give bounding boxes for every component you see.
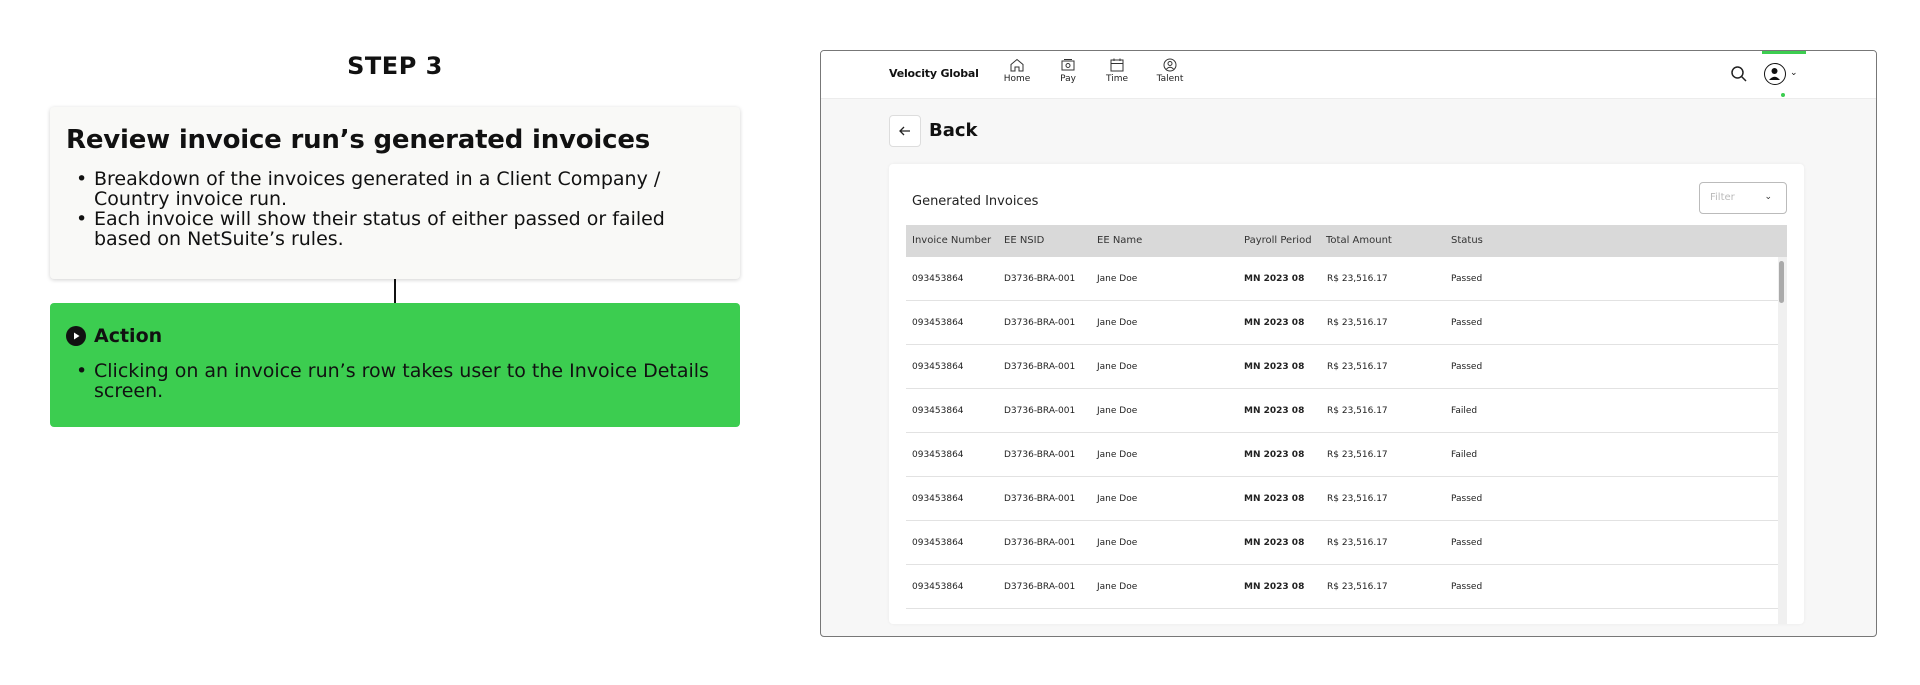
calendar-icon <box>1109 57 1125 73</box>
cell-total-amount: R$ 23,516.17 <box>1327 406 1388 416</box>
cell-ee-name: Jane Doe <box>1097 582 1138 592</box>
cell-ee-nsid: D3736-BRA-001 <box>1004 406 1076 416</box>
table-body <box>906 257 1778 624</box>
nav-label: Pay <box>1060 74 1076 84</box>
cell-payroll-period: MN 2023 08 <box>1244 582 1305 592</box>
cell-invoice-number: 093453864 <box>912 450 964 460</box>
search-icon[interactable] <box>1730 65 1748 83</box>
cell-payroll-period: MN 2023 08 <box>1244 538 1305 548</box>
table-row[interactable] <box>906 521 1778 565</box>
cell-status: Passed <box>1451 318 1483 328</box>
cell-ee-nsid: D3736-BRA-001 <box>1004 274 1076 284</box>
table-row[interactable] <box>906 433 1778 477</box>
cell-status: Failed <box>1451 450 1478 460</box>
nav-time[interactable] <box>1097 57 1137 84</box>
table-row[interactable] <box>906 477 1778 521</box>
table-row[interactable] <box>906 389 1778 433</box>
action-card <box>50 303 740 427</box>
pay-icon <box>1060 57 1076 73</box>
cell-total-amount: R$ 23,516.17 <box>1327 274 1388 284</box>
arrow-left-icon <box>898 124 912 138</box>
app-window <box>820 50 1877 637</box>
cell-status: Passed <box>1451 494 1483 504</box>
nav-label: Home <box>1003 74 1031 84</box>
review-card <box>50 107 740 279</box>
connector-line <box>394 279 396 303</box>
cell-ee-name: Jane Doe <box>1097 274 1138 284</box>
nav-pay[interactable] <box>1048 57 1088 84</box>
nav-home[interactable] <box>997 57 1037 84</box>
cell-total-amount: R$ 23,516.17 <box>1327 582 1388 592</box>
logo[interactable]: Velocity Global <box>889 67 979 80</box>
nav-label: Time <box>1105 74 1129 84</box>
review-bullets <box>66 169 724 249</box>
cell-invoice-number: 093453864 <box>912 406 964 416</box>
cell-payroll-period: MN 2023 08 <box>1244 494 1305 504</box>
cell-ee-name: Jane Doe <box>1097 406 1138 416</box>
cell-ee-nsid: D3736-BRA-001 <box>1004 582 1076 592</box>
action-bullet: • Clicking on an invoice run’s row takes user to the Invoice Details screen. <box>76 361 724 401</box>
col-payroll-period[interactable]: Payroll Period <box>1244 235 1312 246</box>
filter-select[interactable] <box>1699 182 1787 214</box>
cell-ee-nsid: D3736-BRA-001 <box>1004 494 1076 504</box>
cell-ee-name: Jane Doe <box>1097 494 1138 504</box>
cell-total-amount: R$ 23,516.17 <box>1327 538 1388 548</box>
step-label: STEP 3 <box>347 52 443 80</box>
table-row[interactable] <box>906 345 1778 389</box>
cell-total-amount: R$ 23,516.17 <box>1327 450 1388 460</box>
cell-invoice-number: 093453864 <box>912 582 964 592</box>
table-header <box>906 225 1787 257</box>
cell-payroll-period: MN 2023 08 <box>1244 450 1305 460</box>
cell-payroll-period: MN 2023 08 <box>1244 274 1305 284</box>
cell-invoice-number: 093453864 <box>912 318 964 328</box>
cell-ee-name: Jane Doe <box>1097 362 1138 372</box>
cell-status: Failed <box>1451 406 1478 416</box>
cell-ee-name: Jane Doe <box>1097 318 1138 328</box>
cell-invoice-number: 093453864 <box>912 494 964 504</box>
cell-ee-name: Jane Doe <box>1097 450 1138 460</box>
cell-ee-nsid: D3736-BRA-001 <box>1004 450 1076 460</box>
col-ee-nsid[interactable]: EE NSID <box>1004 235 1045 246</box>
card-title: Generated Invoices <box>912 194 1039 209</box>
review-bullet: • Each invoice will show their status of either passed or failed based on NetSuite’s rules. <box>76 209 724 249</box>
table-row[interactable] <box>906 565 1778 609</box>
chevron-down-icon: ⌄ <box>1764 192 1772 202</box>
cell-ee-name: Jane Doe <box>1097 538 1138 548</box>
cell-ee-nsid: D3736-BRA-001 <box>1004 318 1076 328</box>
cell-invoice-number: 093453864 <box>912 362 964 372</box>
nav-label: Talent <box>1156 74 1184 84</box>
cell-status: Passed <box>1451 362 1483 372</box>
cell-invoice-number: 093453864 <box>912 274 964 284</box>
col-total-amount[interactable]: Total Amount <box>1326 235 1392 246</box>
play-circle-icon <box>66 326 86 346</box>
scrollbar[interactable] <box>1778 257 1787 624</box>
cell-status: Passed <box>1451 538 1483 548</box>
cell-payroll-period: MN 2023 08 <box>1244 362 1305 372</box>
cell-invoice-number: 093453864 <box>912 538 964 548</box>
nav-talent[interactable] <box>1150 57 1190 84</box>
cell-status: Passed <box>1451 274 1483 284</box>
cell-status: Passed <box>1451 582 1483 592</box>
scrollbar-thumb[interactable] <box>1779 261 1784 303</box>
active-indicator <box>1781 93 1785 97</box>
home-icon <box>1009 57 1025 73</box>
filter-placeholder: Filter <box>1710 192 1735 203</box>
cell-ee-nsid: D3736-BRA-001 <box>1004 362 1076 372</box>
top-nav <box>821 51 1876 99</box>
talent-icon <box>1162 57 1178 73</box>
back-button[interactable] <box>889 115 921 147</box>
cell-total-amount: R$ 23,516.17 <box>1327 362 1388 372</box>
table-row[interactable] <box>906 257 1778 301</box>
col-status[interactable]: Status <box>1451 235 1483 246</box>
table-row[interactable] <box>906 301 1778 345</box>
back-label[interactable]: Back <box>929 120 978 141</box>
avatar <box>1764 63 1786 85</box>
profile-menu-button[interactable] <box>1762 51 1806 93</box>
chevron-down-icon: ⌄ <box>1790 68 1798 78</box>
col-ee-name[interactable]: EE Name <box>1097 235 1143 246</box>
review-title: Review invoice run’s generated invoices <box>66 125 651 155</box>
cell-total-amount: R$ 23,516.17 <box>1327 318 1388 328</box>
cell-payroll-period: MN 2023 08 <box>1244 318 1305 328</box>
action-title: Action <box>94 325 163 347</box>
review-bullet: • Breakdown of the invoices generated in a Client Company / Country invoice run. <box>76 169 724 209</box>
cell-ee-nsid: D3736-BRA-001 <box>1004 538 1076 548</box>
cell-payroll-period: MN 2023 08 <box>1244 406 1305 416</box>
action-bullets <box>66 361 724 401</box>
col-invoice-number[interactable]: Invoice Number <box>912 235 992 246</box>
generated-invoices-card <box>889 164 1804 624</box>
cell-total-amount: R$ 23,516.17 <box>1327 494 1388 504</box>
